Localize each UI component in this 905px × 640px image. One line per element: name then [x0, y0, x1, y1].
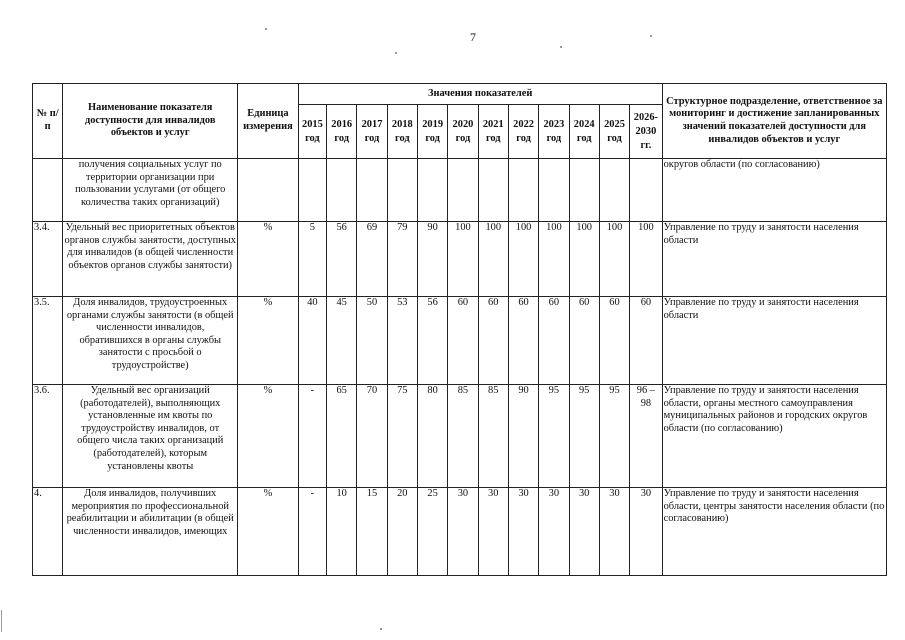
row-name: Доля инвалидов, трудоустроенных органами службы занятости (в общей численности инвалидов, обратившихся в органы службы занятости с просьбой о трудоустройстве) [63, 297, 238, 385]
table-row [33, 222, 887, 297]
row-value: 60 [508, 297, 538, 385]
header-year: 2024 год [569, 105, 599, 159]
row-num [33, 159, 63, 222]
row-name: Доля инвалидов, получивших мероприятия по профессиональной реабилитации и абилитации (в общей численности инвалидов, имеющих [63, 488, 238, 576]
row-value: 30 [478, 488, 508, 576]
header-name: Наименование показателя доступности для инвалидов объектов и услуг [63, 84, 238, 159]
scan-speck [265, 28, 267, 30]
row-responsible: округов области (по согласованию) [662, 159, 886, 222]
header-year: 2022 год [508, 105, 538, 159]
row-value [387, 159, 417, 222]
row-value [298, 159, 326, 222]
row-value [327, 159, 357, 222]
row-value [569, 159, 599, 222]
table-row [33, 488, 887, 576]
row-value: 80 [417, 385, 447, 488]
header-year: 2018 год [387, 105, 417, 159]
row-value: 30 [599, 488, 629, 576]
row-unit [238, 159, 299, 222]
header-year: 2016 год [327, 105, 357, 159]
row-unit: % [238, 297, 299, 385]
scan-speck [380, 628, 382, 630]
row-name: Удельный вес организаций (работодателей), выполняющих установленные им квоты по трудоустройству инвалидов, от общего числа таких организаций (работодателей), которым установлены квоты [63, 385, 238, 488]
header-year: 2021 год [478, 105, 508, 159]
header-year: 2026-2030 гг. [630, 105, 662, 159]
header-year: 2020 год [448, 105, 478, 159]
scan-speck [560, 46, 562, 48]
row-value: 85 [478, 385, 508, 488]
header-unit: Единица измерения [238, 84, 299, 159]
row-value: 50 [357, 297, 387, 385]
row-value: 90 [417, 222, 447, 297]
row-value: 15 [357, 488, 387, 576]
scan-speck [395, 52, 397, 54]
row-value: 69 [357, 222, 387, 297]
row-value: 30 [539, 488, 569, 576]
row-value: 75 [387, 385, 417, 488]
row-value: 60 [569, 297, 599, 385]
row-responsible: Управление по труду и занятости населения области [662, 297, 886, 385]
row-value: 60 [478, 297, 508, 385]
row-value: 95 [569, 385, 599, 488]
row-name: получения социальных услуг по территории организации при пользовании услугами (от общего количества таких организаций) [63, 159, 238, 222]
row-value: 10 [327, 488, 357, 576]
row-value: 79 [387, 222, 417, 297]
row-value: 60 [539, 297, 569, 385]
header-year: 2019 год [417, 105, 447, 159]
row-value: 100 [599, 222, 629, 297]
row-value: 70 [357, 385, 387, 488]
row-value: 96 – 98 [630, 385, 662, 488]
row-value [357, 159, 387, 222]
row-num: 4. [33, 488, 63, 576]
indicators-table [32, 83, 887, 576]
row-value [599, 159, 629, 222]
row-value [417, 159, 447, 222]
row-unit: % [238, 222, 299, 297]
table-row [33, 297, 887, 385]
row-num: 3.6. [33, 385, 63, 488]
row-responsible: Управление по труду и занятости населения области, органы местного самоуправления муниципальных районов и городских округов области (по согласованию) [662, 385, 886, 488]
table-row [33, 159, 887, 222]
row-value: 60 [448, 297, 478, 385]
table-row [33, 385, 887, 488]
header-responsible: Структурное подразделение, ответственное за мониторинг и достижение запланированных значений показателей доступности для инвалидов объектов и услуг [662, 84, 886, 159]
row-num: 3.4. [33, 222, 63, 297]
row-responsible: Управление по труду и занятости населения области, центры занятости населения области (по согласованию) [662, 488, 886, 576]
row-value: 30 [630, 488, 662, 576]
row-value [539, 159, 569, 222]
row-value: 45 [327, 297, 357, 385]
header-year: 2025 год [599, 105, 629, 159]
row-value: 30 [569, 488, 599, 576]
page-number: 7 [470, 30, 476, 44]
row-value: 100 [508, 222, 538, 297]
row-value: 53 [387, 297, 417, 385]
row-value: 30 [508, 488, 538, 576]
row-value: 40 [298, 297, 326, 385]
row-unit: % [238, 385, 299, 488]
row-value: - [298, 385, 326, 488]
row-value: 60 [599, 297, 629, 385]
row-value: 20 [387, 488, 417, 576]
row-responsible: Управление по труду и занятости населения области [662, 222, 886, 297]
row-value: 95 [539, 385, 569, 488]
header-num: № п/п [33, 84, 63, 159]
header-year: 2017 год [357, 105, 387, 159]
row-value: 95 [599, 385, 629, 488]
row-num: 3.5. [33, 297, 63, 385]
row-value: 100 [478, 222, 508, 297]
row-value: 100 [569, 222, 599, 297]
row-value: 65 [327, 385, 357, 488]
scan-speck [650, 35, 652, 37]
row-value: 85 [448, 385, 478, 488]
row-unit: % [238, 488, 299, 576]
header-year: 2015 год [298, 105, 326, 159]
row-value: 56 [417, 297, 447, 385]
row-value: 90 [508, 385, 538, 488]
row-value: 100 [539, 222, 569, 297]
row-value [630, 159, 662, 222]
row-value: 5 [298, 222, 326, 297]
row-value [478, 159, 508, 222]
row-value: 100 [630, 222, 662, 297]
row-name: Удельный вес приоритетных объектов органов службы занятости, доступных для инвалидов (в общей численности объектов органов службы занятости) [63, 222, 238, 297]
row-value: 56 [327, 222, 357, 297]
row-value: 60 [630, 297, 662, 385]
row-value [508, 159, 538, 222]
row-value: - [298, 488, 326, 576]
row-value: 25 [417, 488, 447, 576]
row-value [448, 159, 478, 222]
row-value: 100 [448, 222, 478, 297]
scan-edge-mark [1, 610, 2, 632]
header-values-group: Значения показателей [298, 84, 662, 105]
row-value: 30 [448, 488, 478, 576]
header-year: 2023 год [539, 105, 569, 159]
